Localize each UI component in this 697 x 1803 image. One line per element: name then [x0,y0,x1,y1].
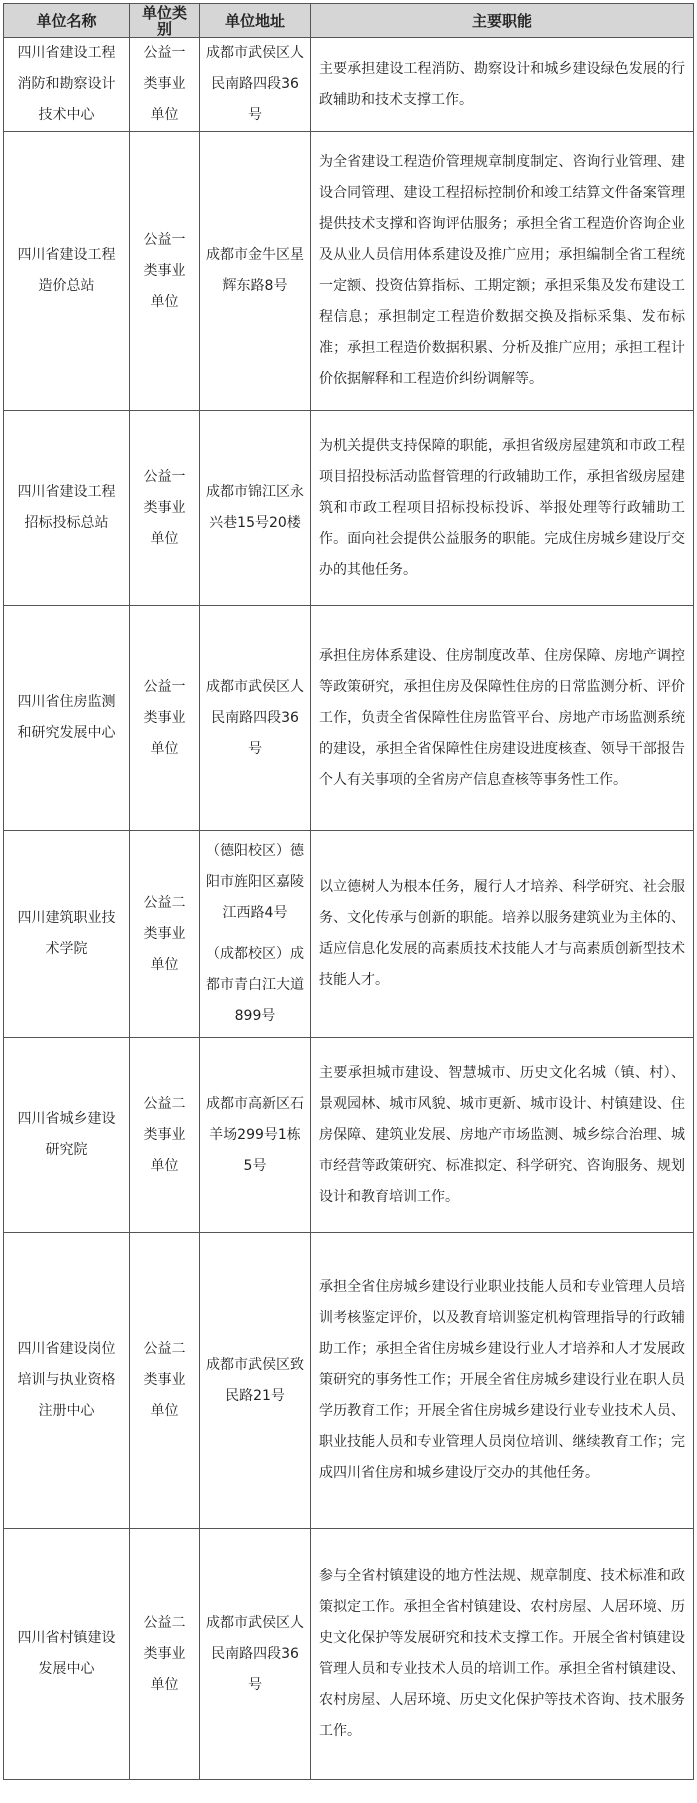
unit-category-cell: 公益一类事业单位 [130,411,200,606]
main-duties-cell: 承担全省住房城乡建设行业职业技能人员和专业管理人员培训考核鉴定评价，以及教育培训鉴定机构管理指导的行政辅助工作；承担全省住房城乡建设行业人才培养和人才发展政策研究的事务性工作；开展全省住房城乡建设行业在职人员学历教育工作；开展全省住房城乡建设行业专业技术人员、职业技能人员和专业管理人员岗位培训、继续教育工作；完成四川省住房和城乡建设厅交办的其他任务。 [311,1233,694,1529]
table-row [4,1233,694,1529]
header-unit-name: 单位名称 [4,4,130,38]
unit-name-cell: 四川省城乡建设研究院 [4,1038,130,1233]
unit-name-cell: 四川省村镇建设发展中心 [4,1529,130,1780]
unit-category-cell: 公益二类事业单位 [130,1529,200,1780]
table-row [4,831,694,1038]
unit-category-cell: 公益二类事业单位 [130,831,200,1038]
table-header-row [4,4,694,38]
unit-address-cell [200,831,311,1038]
main-duties-cell: 为机关提供支持保障的职能，承担省级房屋建筑和市政工程项目招投标活动监督管理的行政辅助工作，承担省级房屋建筑和市政工程项目招标投标投诉、举报处理等行政辅助工作。面向社会提供公益服务的职能。完成住房城乡建设厅交办的其他任务。 [311,411,694,606]
unit-name-cell: 四川省建设工程招标投标总站 [4,411,130,606]
header-unit-address: 单位地址 [200,4,311,38]
address-text: 成都市高新区石羊场299号1栋5号 [206,1095,304,1174]
main-duties-cell: 为全省建设工程造价管理规章制度制定、咨询行业管理、建设合同管理、建设工程招标控制价和竣工结算文件备案管理提供技术支撑和咨询评估服务；承担全省工程造价咨询企业及从业人员信用体系建设及推广应用；承担编制全省工程统一定额、投资估算指标、工期定额；承担采集及发布建设工程信息；承担制定工程造价数据交换及指标采集、发布标准；承担工程造价数据积累、分析及推广应用；承担工程计价依据解释和工程造价纠纷调解等。 [311,132,694,411]
header-unit-category: 单位类别 [130,4,200,38]
header-main-duties: 主要职能 [311,4,694,38]
unit-category-cell: 公益二类事业单位 [130,1038,200,1233]
unit-category-cell: 公益一类事业单位 [130,38,200,132]
unit-name-cell: 四川省建设岗位培训与执业资格注册中心 [4,1233,130,1529]
table-row [4,1038,694,1233]
address-text: 成都市金牛区星辉东路8号 [206,247,304,294]
address-text: 成都市武侯区致民路21号 [206,1356,304,1404]
table-row [4,1529,694,1780]
table-row [4,38,694,132]
unit-name-cell: 四川省住房监测和研究发展中心 [4,606,130,831]
table-row [4,411,694,606]
unit-name-cell: 四川省建设工程造价总站 [4,132,130,411]
address-text: 成都市锦江区永兴巷15号20楼 [206,484,304,531]
unit-address-cell [200,606,311,831]
unit-address-cell [200,132,311,411]
unit-category-cell: 公益二类事业单位 [130,1233,200,1529]
unit-address-cell [200,38,311,132]
address-text-deyang-campus: （德阳校区）德阳市旌阳区嘉陵江西路4号 [206,843,304,921]
unit-category-cell: 公益一类事业单位 [130,606,200,831]
main-duties-cell: 参与全省村镇建设的地方性法规、规章制度、技术标准和政策拟定工作。承担全省村镇建设、农村房屋、人居环境、历史文化保护等发展研究和技术支撑工作。开展全省村镇建设管理人员和专业技术人员的培训工作。承担全省村镇建设、农村房屋、人居环境、历史文化保护等技术咨询、技术服务工作。 [311,1529,694,1780]
unit-name-cell: 四川建筑职业技术学院 [4,831,130,1038]
unit-address-cell [200,1038,311,1233]
address-text-chengdu-campus: （成都校区）成都市青白江大道899号 [206,946,304,1024]
address-text: 成都市武侯区人民南路四段36号 [206,1614,304,1693]
main-duties-cell: 承担住房体系建设、住房制度改革、住房保障、房地产调控等政策研究，承担住房及保障性住房的日常监测分析、评价工作，负责全省保障性住房监管平台、房地产市场监测系统的建设，承担全省保障性住房建设进度核查、领导干部报告个人有关事项的全省房产信息查核等事务性工作。 [311,606,694,831]
units-table-container [3,3,693,1780]
address-text: 成都市武侯区人民南路四段36号 [206,45,304,123]
table-row [4,132,694,411]
main-duties-cell: 以立德树人为根本任务，履行人才培养、科学研究、社会服务、文化传承与创新的职能。培养以服务建筑业为主体的、适应信息化发展的高素质技术技能人才与高素质创新型技术技能人才。 [311,831,694,1038]
unit-address-cell [200,1529,311,1780]
unit-address-cell [200,411,311,606]
units-table [3,3,694,1780]
unit-category-cell: 公益一类事业单位 [130,132,200,411]
address-text: 成都市武侯区人民南路四段36号 [206,678,304,757]
unit-name-cell: 四川省建设工程消防和勘察设计技术中心 [4,38,130,132]
unit-address-cell [200,1233,311,1529]
main-duties-cell: 主要承担城市建设、智慧城市、历史文化名城（镇、村）、景观园林、城市风貌、城市更新、城市设计、村镇建设、住房保障、建筑业发展、房地产市场监测、城乡综合治理、城市经营等政策研究、标准拟定、科学研究、咨询服务、规划设计和教育培训工作。 [311,1038,694,1233]
main-duties-cell: 主要承担建设工程消防、勘察设计和城乡建设绿色发展的行政辅助和技术支撑工作。 [311,38,694,132]
table-row [4,606,694,831]
